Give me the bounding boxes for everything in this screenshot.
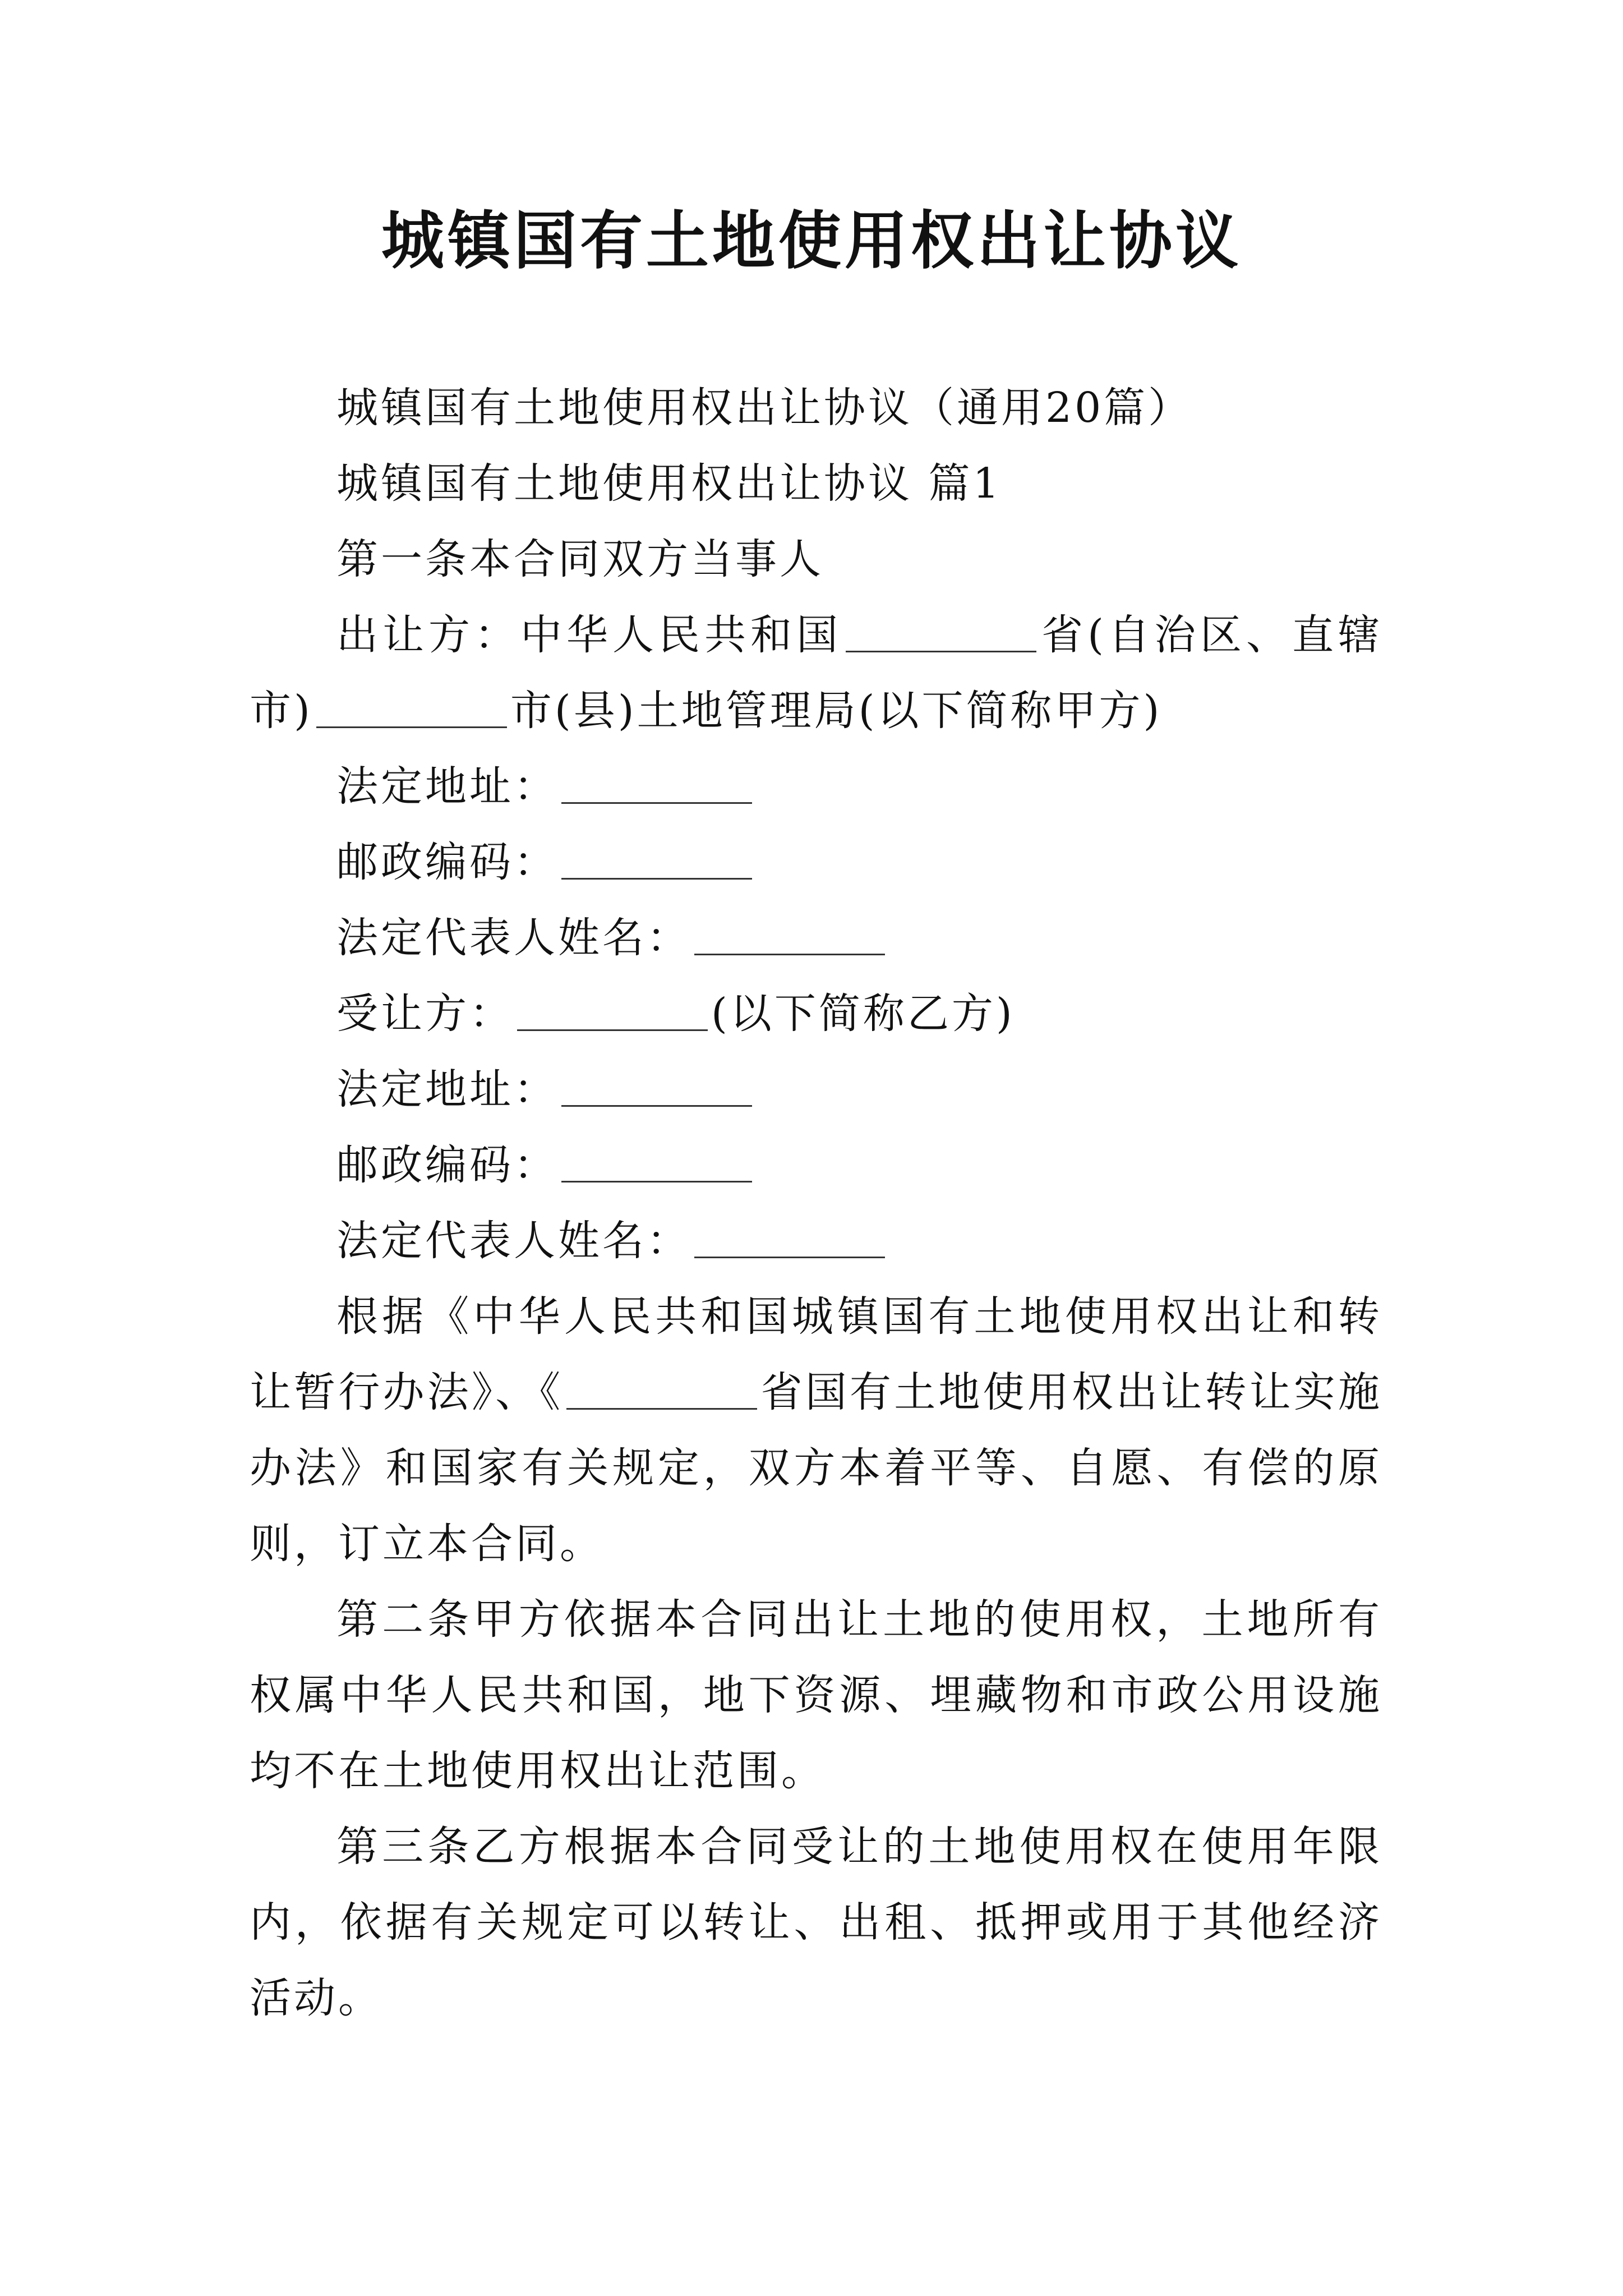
party-b-postal-line — [250, 1128, 1382, 1203]
party-a-address-line — [250, 749, 1382, 825]
party-b-rep-blank — [694, 1216, 885, 1258]
transferor-prefix: 出让方：中华人民共和国 — [336, 611, 843, 659]
document-title: 城镇国有土地使用权出让协议 — [381, 205, 1242, 278]
transferor-suffix: 市(县)土地管理局(以下简称甲方) — [510, 687, 1163, 735]
document-body — [250, 370, 1382, 2036]
party-a-rep-blank — [694, 913, 885, 955]
transferor-paragraph — [250, 597, 1382, 749]
party-a-address-blank — [561, 762, 752, 804]
party-b-address-line — [250, 1052, 1382, 1128]
party-b-rep-line — [250, 1203, 1382, 1279]
basis-suffix: 省国有土地使用权出让转让实施办法》和国家有关规定，双方本着平等、自愿、有偿的原则，订立本合同。 — [250, 1368, 1383, 1568]
party-b-postal-label: 邮政编码： — [336, 1141, 558, 1189]
section-heading: 城镇国有土地使用权出让协议 篇1 — [336, 459, 1002, 508]
party-b-address-blank — [561, 1065, 752, 1107]
basis-paragraph — [250, 1279, 1382, 1582]
article-3-paragraph: 第三条乙方根据本合同受让的土地使用权在使用年限内，依据有关规定可以转让、出租、抵押或用于其他经济活动。 — [250, 1823, 1382, 2022]
transferee-prefix: 受让方： — [336, 990, 514, 1038]
party-a-postal-line — [250, 825, 1382, 900]
transferee-line — [250, 976, 1382, 1052]
transferee-blank — [517, 989, 708, 1031]
party-a-rep-line — [250, 900, 1382, 976]
party-a-postal-label: 邮政编码： — [336, 838, 558, 886]
party-b-rep-label: 法定代表人姓名： — [336, 1217, 691, 1265]
basis-prefix: 根据《中华人民共和国城镇国有土地使用权出让和转让暂行办法》、《 — [250, 1292, 1382, 1416]
party-b-postal-blank — [561, 1140, 752, 1182]
party-a-rep-label: 法定代表人姓名： — [336, 914, 691, 962]
province-blank — [846, 610, 1036, 652]
party-a-address-label: 法定地址： — [336, 762, 558, 811]
party-a-postal-blank — [561, 838, 752, 880]
basis-province-blank — [566, 1368, 757, 1410]
transferor-mid: 省(自治区、直辖市) — [250, 611, 1382, 735]
transferee-suffix: (以下简称乙方) — [711, 990, 1015, 1038]
city-blank — [316, 686, 507, 728]
article-1-heading: 第一条本合同双方当事人 — [336, 535, 824, 583]
article-2-paragraph: 第二条甲方依据本合同出让土地的使用权，土地所有权属中华人民共和国，地下资源、埋藏物和市政公用设施均不在土地使用权出让范围。 — [250, 1595, 1382, 1795]
party-b-address-label: 法定地址： — [336, 1065, 558, 1114]
subtitle-line: 城镇国有土地使用权出让协议（通用20篇） — [336, 384, 1193, 432]
